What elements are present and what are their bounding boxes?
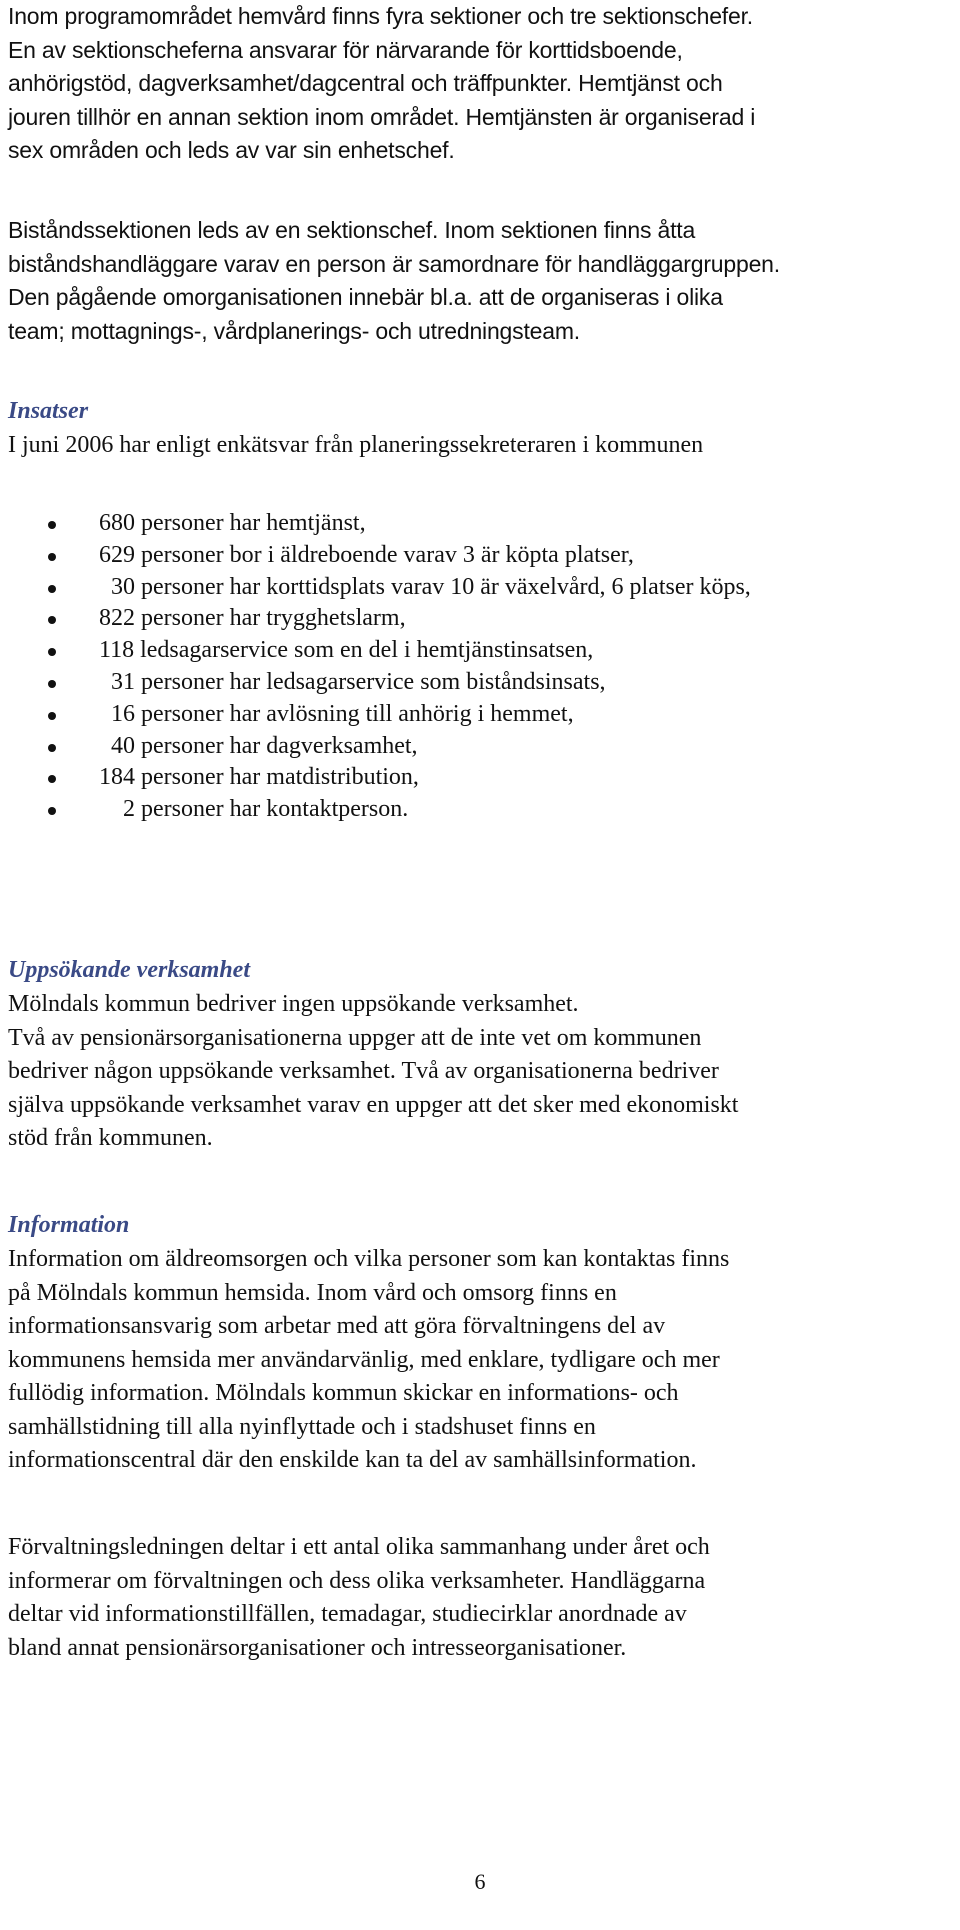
insatser-list bbox=[8, 508, 948, 826]
bullet-icon bbox=[48, 775, 56, 783]
bullet-icon bbox=[48, 521, 56, 529]
bullet-icon bbox=[48, 616, 56, 624]
insatser-heading: Insatser bbox=[8, 398, 89, 424]
information-line: Information om äldreomsorgen och vilka personer som kan kontaktas finns bbox=[8, 1246, 730, 1272]
information-paragraph bbox=[8, 1243, 729, 1478]
list-item: 680 personer har hemtjänst, bbox=[8, 508, 948, 540]
list-item: 2 personer har kontaktperson. bbox=[8, 794, 948, 826]
information-line: samhällstidning till alla nyinflyttade och i stadshuset finns en bbox=[8, 1413, 596, 1440]
information-line: på Mölndals kommun hemsida. Inom vård och omsorg finns en bbox=[8, 1279, 617, 1306]
information-line: informationscentral där den enskilde kan ta del av samhällsinformation. bbox=[8, 1447, 697, 1473]
forvaltning-line: deltar vid informationstillfällen, temadagar, studiecirklar anordnade av bbox=[8, 1601, 687, 1627]
intro-line: jouren tillhör en annan sektion inom området. Hemtjänsten är organiserad i bbox=[8, 103, 756, 130]
list-item: 16 personer har avlösning till anhörig i hemmet, bbox=[8, 699, 948, 731]
forvaltning-line: Förvaltningsledningen deltar i ett antal olika sammanhang under året och bbox=[8, 1534, 710, 1560]
uppsokande-line: bedriver någon uppsökande verksamhet. Två av organisationerna bedriver bbox=[8, 1058, 719, 1084]
forvaltning-line: informerar om förvaltningen och dess olika verksamheter. Handläggarna bbox=[8, 1567, 706, 1594]
uppsokande-line: Två av pensionärsorganisationerna uppger att de inte vet om kommunen bbox=[8, 1024, 702, 1051]
information-line: informationsansvarig som arbetar med att göra förvaltningens del av bbox=[8, 1313, 666, 1339]
list-item: 822 personer har trygghetslarm, bbox=[8, 603, 948, 635]
forvaltning-line: bland annat pensionärsorganisationer och intresseorganisationer. bbox=[8, 1634, 627, 1661]
bistand-line: team; mottagnings-, vårdplanerings- och utredningsteam. bbox=[8, 317, 580, 344]
uppsokande-paragraph bbox=[8, 988, 738, 1156]
bullet-icon bbox=[48, 744, 56, 752]
bistand-line: biståndshandläggare varav en person är samordnare för handläggargruppen. bbox=[8, 250, 780, 277]
list-item: 30 personer har korttidsplats varav 10 är växelvård, 6 platser köps, bbox=[8, 572, 948, 604]
intro-paragraph bbox=[8, 0, 755, 168]
uppsokande-line: själva uppsökande verksamhet varav en uppger att det sker med ekonomiskt bbox=[8, 1091, 739, 1118]
forvaltning-paragraph bbox=[8, 1531, 710, 1665]
bistand-line: Biståndssektionen leds av en sektionschef. Inom sektionen finns åtta bbox=[8, 217, 696, 243]
page-number: 6 bbox=[474, 1869, 486, 1894]
information-heading: Information bbox=[8, 1212, 130, 1238]
intro-line: sex områden och leds av var sin enhetschef. bbox=[8, 137, 455, 163]
bullet-icon bbox=[48, 807, 56, 815]
intro-line: Inom programområdet hemvård finns fyra sektioner och tre sektionschefer. bbox=[8, 3, 753, 29]
insatser-intro: I juni 2006 har enligt enkätsvar från planeringssekreteraren i kommunen bbox=[8, 432, 704, 458]
information-line: fullödig information. Mölndals kommun skickar en informations- och bbox=[8, 1380, 679, 1406]
bullet-icon bbox=[48, 712, 56, 720]
uppsokande-heading: Uppsökande verksamhet bbox=[8, 957, 250, 983]
intro-line: anhörigstöd, dagverksamhet/dagcentral och träffpunkter. Hemtjänst och bbox=[8, 70, 723, 96]
list-item: 184 personer har matdistribution, bbox=[8, 762, 948, 794]
uppsokande-line: stöd från kommunen. bbox=[8, 1125, 213, 1151]
information-line: kommunens hemsida mer användarvänlig, med enklare, tydligare och mer bbox=[8, 1346, 720, 1373]
bullet-icon bbox=[48, 585, 56, 593]
bistand-line: Den pågående omorganisationen innebär bl.a. att de organiseras i olika bbox=[8, 284, 723, 310]
list-item: 31 personer har ledsagarservice som biståndsinsats, bbox=[8, 667, 948, 699]
list-item: 629 personer bor i äldreboende varav 3 är köpta platser, bbox=[8, 540, 948, 572]
bullet-icon bbox=[48, 553, 56, 561]
list-item: 40 personer har dagverksamhet, bbox=[8, 731, 948, 763]
bullet-icon bbox=[48, 680, 56, 688]
list-item: 118 ledsagarservice som en del i hemtjänstinsatsen, bbox=[8, 635, 948, 667]
uppsokande-line: Mölndals kommun bedriver ingen uppsökande verksamhet. bbox=[8, 991, 579, 1017]
intro-line: En av sektionscheferna ansvarar för närvarande för korttidsboende, bbox=[8, 36, 683, 63]
bullet-icon bbox=[48, 648, 56, 656]
bistand-paragraph bbox=[8, 214, 780, 348]
